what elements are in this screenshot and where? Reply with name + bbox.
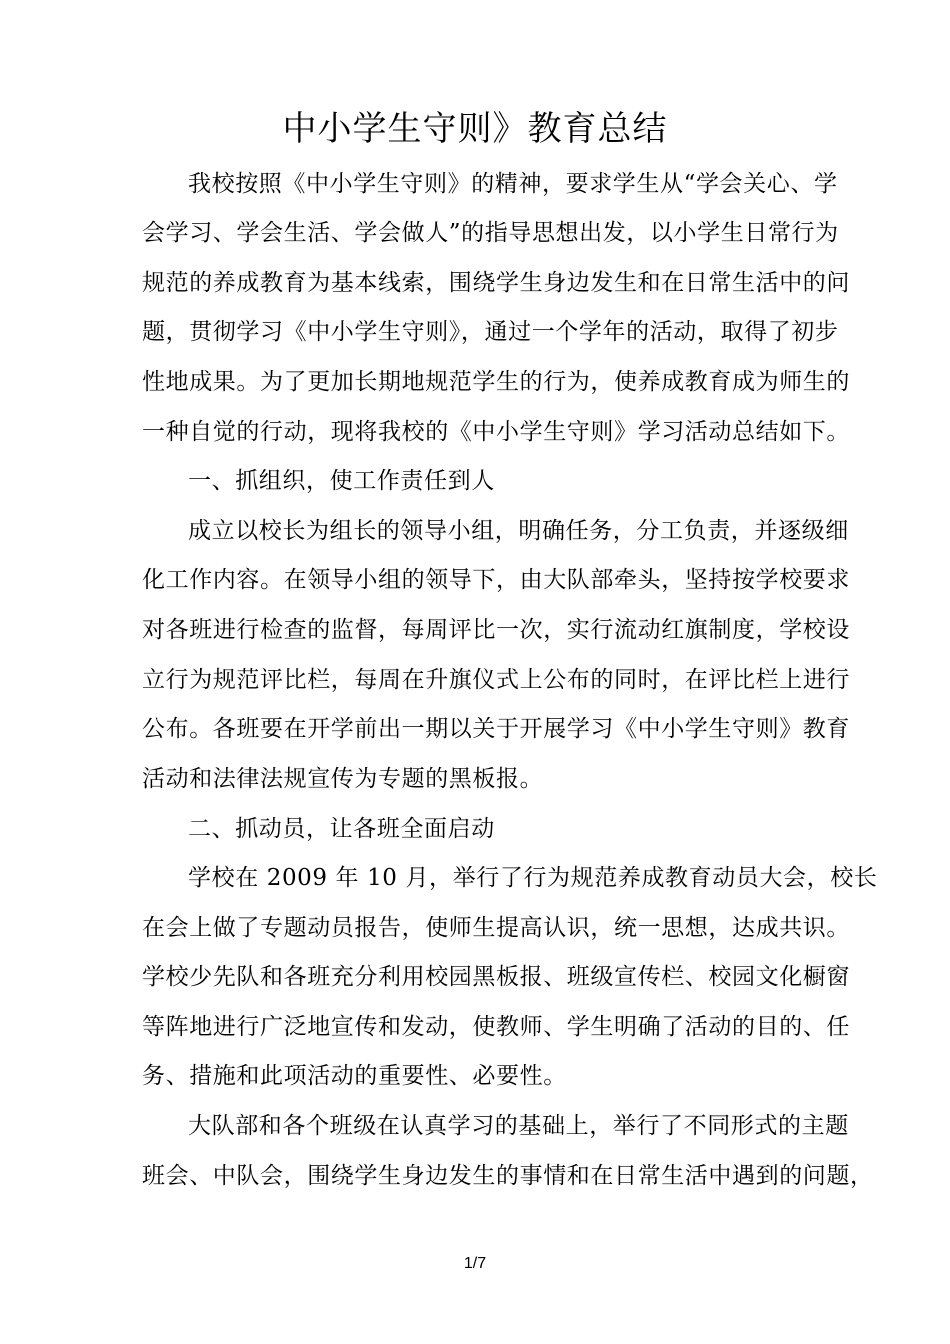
paragraph-line: 我校按照《中小学生守则》的精神，要求学生从“学会关心、学 <box>188 171 838 197</box>
paragraph-line: 等阵地进行广泛地宣传和发动，使教师、学生明确了活动的目的、任 <box>142 1014 850 1040</box>
paragraph-line: 会学习、学会生活、学会做人”的指导思想出发，以小学生日常行为 <box>142 220 839 246</box>
paragraph-line: 学校在 2009 年 10 月，举行了行为规范养成教育动员大会，校长 <box>188 865 878 891</box>
paragraph-line: 在会上做了专题动员报告，使师生提高认识，统一思想，达成共识。 <box>142 915 850 941</box>
paragraph-line: 规范的养成教育为基本线索，围绕学生身边发生和在日常生活中的问 <box>142 270 850 296</box>
paragraph-line: 成立以校长为组长的领导小组，明确任务，分工负责，并逐级细 <box>188 518 849 544</box>
paragraph-line: 化工作内容。在领导小组的领导下，由大队部牵头，坚持按学校要求 <box>142 567 850 593</box>
paragraph-line: 对各班进行检查的监督，每周评比一次，实行流动红旗制度，学校设 <box>142 617 850 643</box>
section-heading: 一、抓组织，使工作责任到人 <box>188 468 495 494</box>
paragraph-line: 立行为规范评比栏，每周在升旗仪式上公布的同时，在评比栏上进行 <box>142 667 850 693</box>
document-title: 中小学生守则》教育总结 <box>282 109 668 149</box>
page-number: 1/7 <box>463 1255 487 1272</box>
paragraph-line: 公布。各班要在开学前出一期以关于开展学习《中小学生守则》教育 <box>142 716 850 742</box>
paragraph-line: 学校少先队和各班充分利用校园黑板报、班级宣传栏、校园文化橱窗 <box>142 964 850 990</box>
paragraph-line: 活动和法律法规宣传为专题的黑板报。 <box>142 766 544 792</box>
section-heading: 二、抓动员，让各班全面启动 <box>188 816 495 842</box>
paragraph-line: 一种自觉的行动，现将我校的《中小学生守则》学习活动总结如下。 <box>142 419 850 445</box>
paragraph-line: 班会、中队会，围绕学生身边发生的事情和在日常生活中遇到的问题， <box>142 1163 874 1189</box>
paragraph-line: 务、措施和此项活动的重要性、必要性。 <box>142 1063 567 1089</box>
paragraph-line: 大队部和各个班级在认真学习的基础上，举行了不同形式的主题 <box>188 1113 849 1139</box>
paragraph-line: 题，贯彻学习《中小学生守则》，通过一个学年的活动，取得了初步 <box>142 319 839 345</box>
paragraph-line: 性地成果。为了更加长期地规范学生的行为，使养成教育成为师生的 <box>142 369 850 395</box>
